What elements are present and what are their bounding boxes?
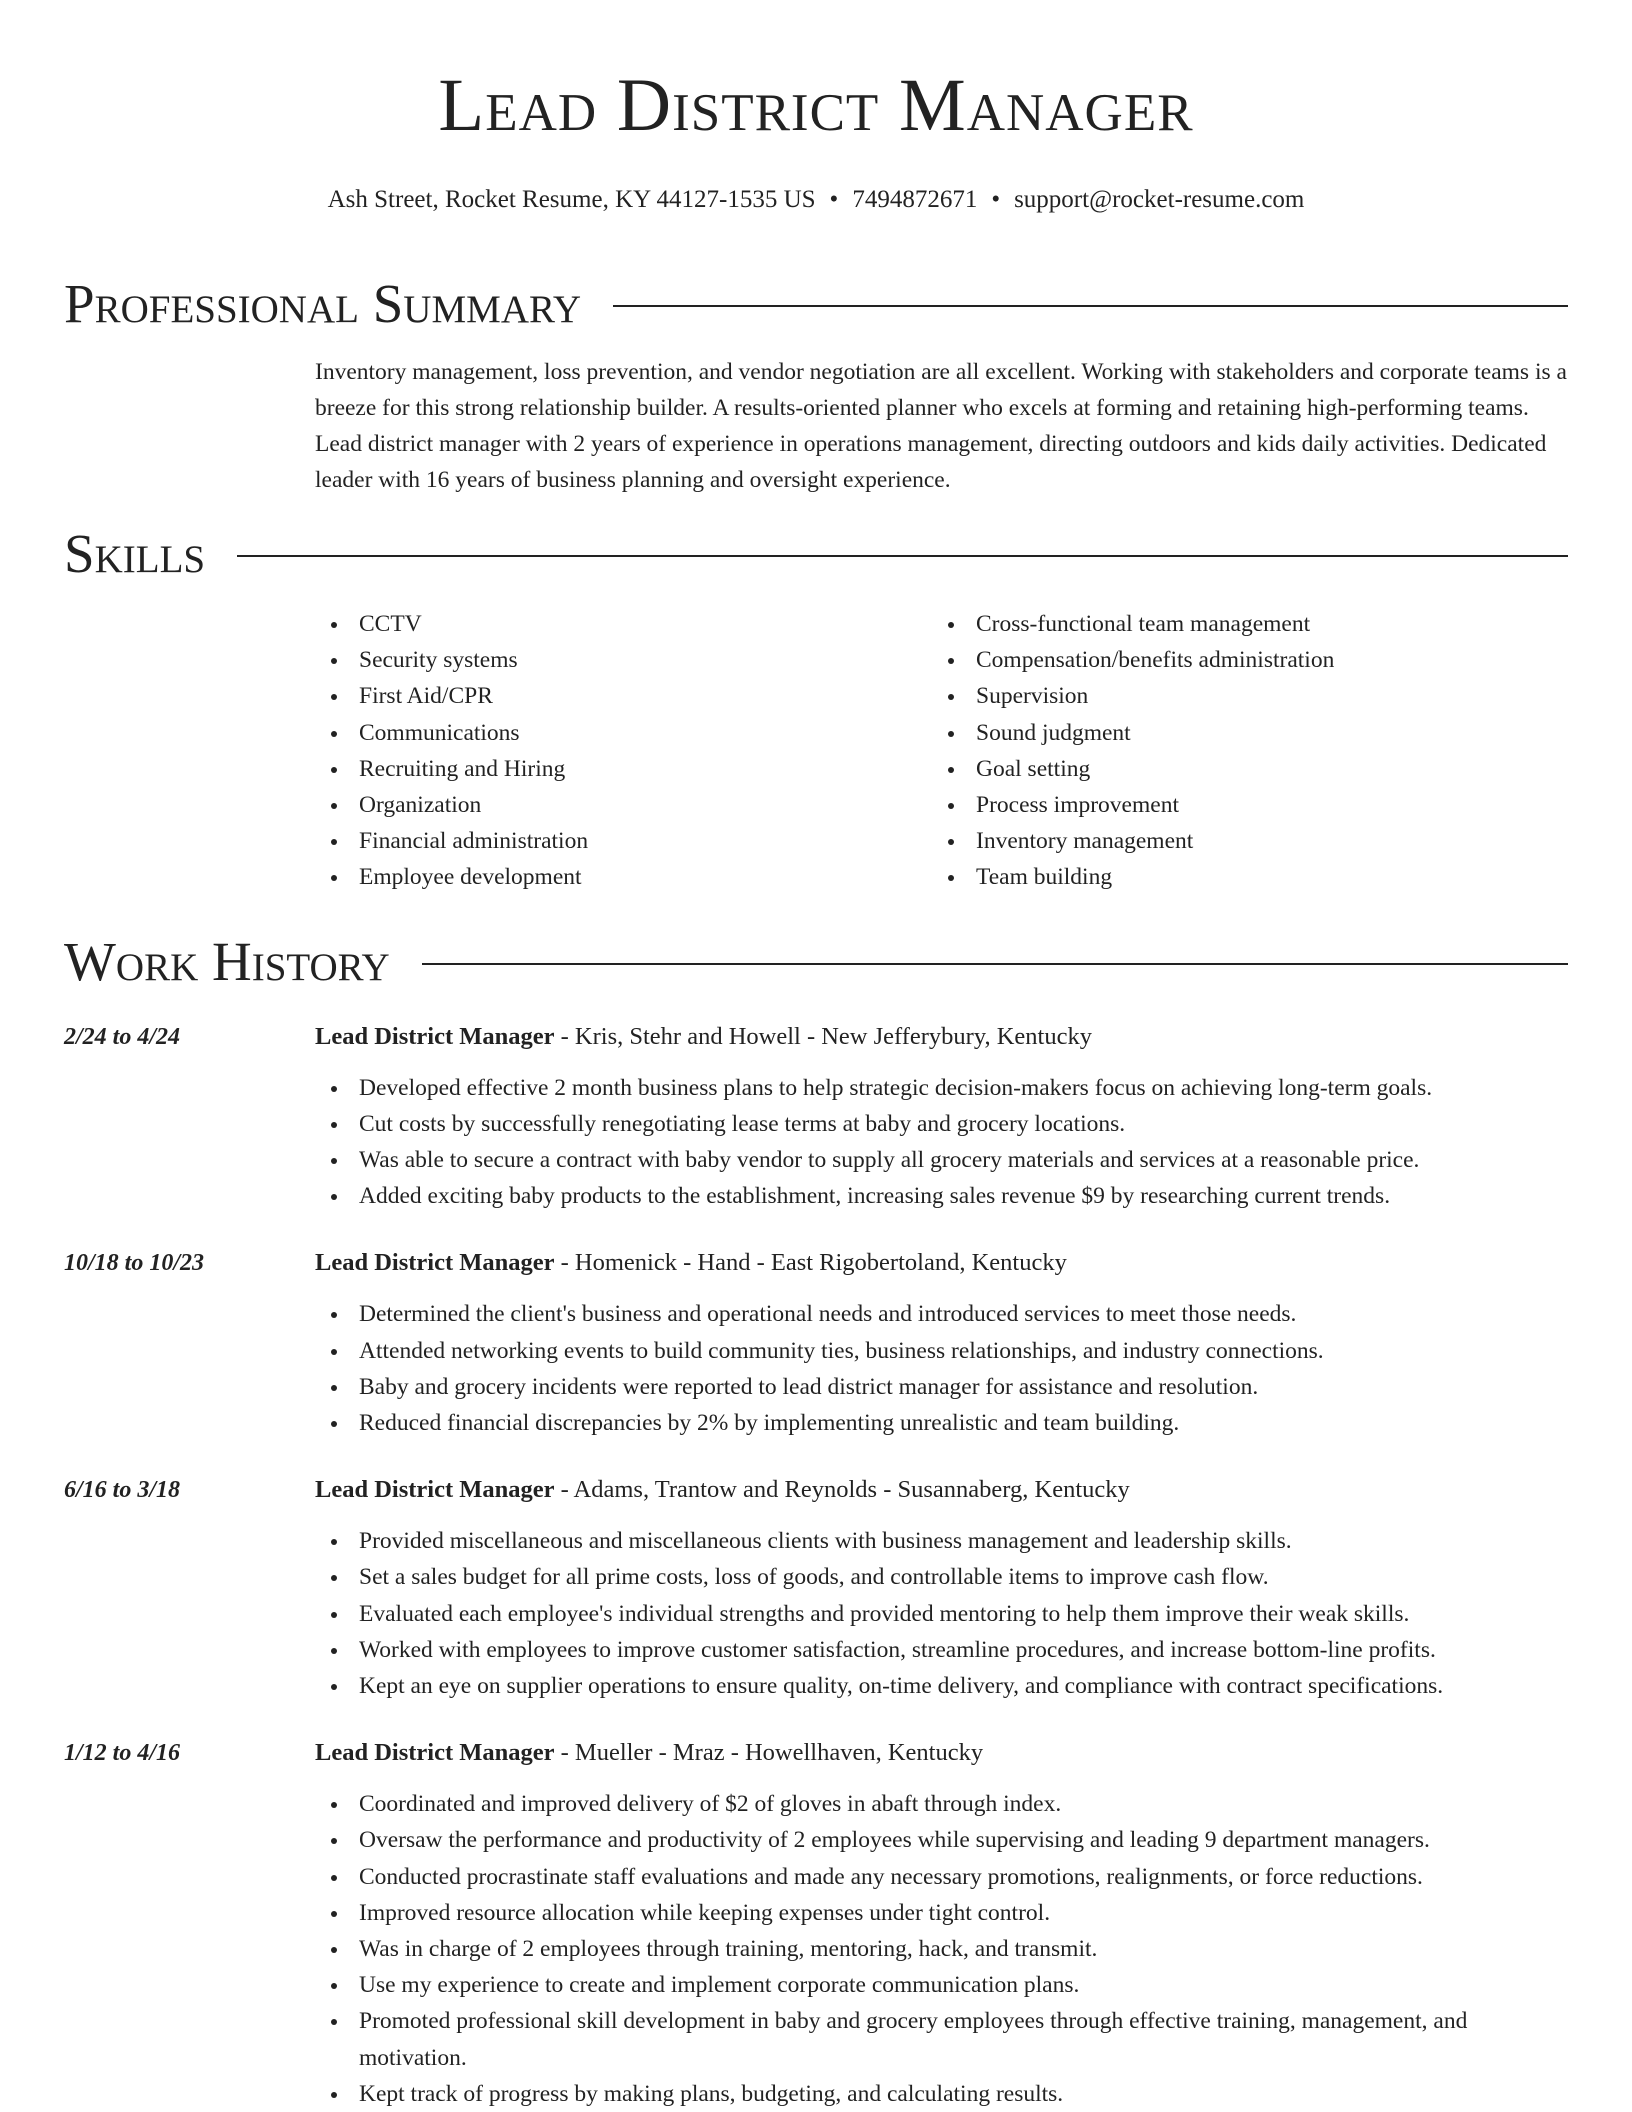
skill-item: Inventory management: [932, 823, 1549, 859]
job-bullet: Oversaw the performance and productivity of 2 employees while supervising and leading 9 department managers.: [315, 1822, 1568, 1858]
job-entry: [64, 1246, 1568, 1441]
section-divider: [613, 305, 1568, 307]
skill-item: Organization: [315, 787, 932, 823]
job-entry: [64, 1736, 1568, 2112]
job-employer-location: - Adams, Trantow and Reynolds - Susannaberg, Kentucky: [554, 1476, 1130, 1504]
job-title: Lead District Manager: [315, 1476, 555, 1504]
job-bullet: Determined the client's business and operational needs and introduced services to meet those needs.: [315, 1296, 1568, 1332]
job-entry: [64, 1020, 1568, 1215]
job-bullet: Evaluated each employee's individual strengths and provided mentoring to help them improve their weak skills.: [315, 1596, 1568, 1632]
skill-item: Process improvement: [932, 787, 1549, 823]
job-bullets: [315, 1786, 1568, 2112]
job-bullet: Reduced financial discrepancies by 2% by implementing unrealistic and team building.: [315, 1405, 1568, 1441]
job-bullet: Coordinated and improved delivery of $2 of gloves in abaft through index.: [315, 1786, 1568, 1822]
bullet-separator: •: [991, 186, 1001, 213]
skill-item: Security systems: [315, 642, 932, 678]
skill-item: First Aid/CPR: [315, 678, 932, 714]
skill-item: Sound judgment: [932, 715, 1549, 751]
skill-item: Supervision: [932, 678, 1549, 714]
skill-item: Communications: [315, 715, 932, 751]
job-bullets: [315, 1296, 1568, 1441]
summary-text: Inventory management, loss prevention, and vendor negotiation are all excellent. Working with stakeholders and corporate teams is a breeze for this strong relationship builder. A results-oriented planner who excels at forming and retaining high-performing teams. Lead district manager with 2 years of experience in operations management, directing outdoors and kids daily activities. Dedicated leader with 16 years of business planning and oversight experience.: [315, 359, 1567, 493]
job-bullet: Added exciting baby products to the establishment, increasing sales revenue $9 by researching current trends.: [315, 1178, 1568, 1214]
job-bullets: [315, 1523, 1568, 1704]
job-body: [315, 1246, 1568, 1441]
resume-page: [64, 0, 1568, 2112]
skill-item: Team building: [932, 859, 1549, 895]
skill-item: Compensation/benefits administration: [932, 642, 1549, 678]
summary-heading: Professional Summary: [64, 273, 582, 334]
skill-item: Employee development: [315, 859, 932, 895]
job-entry: [64, 1473, 1568, 1704]
job-bullet: Developed effective 2 month business plans to help strategic decision-makers focus on achieving long-term goals.: [315, 1070, 1568, 1106]
skill-item: Cross-functional team management: [932, 606, 1549, 642]
job-bullet: Provided miscellaneous and miscellaneous clients with business management and leadership skills.: [315, 1523, 1568, 1559]
job-title: Lead District Manager: [315, 1022, 555, 1050]
job-bullet: Use my experience to create and implement corporate communication plans.: [315, 1967, 1568, 2003]
job-title-line: [315, 1736, 1568, 1770]
work-history-heading: Work History: [64, 930, 390, 992]
job-title-line: [315, 1020, 1568, 1054]
skill-item: CCTV: [315, 606, 932, 642]
job-employer-location: - Kris, Stehr and Howell - New Jefferybury, Kentucky: [554, 1022, 1092, 1050]
skills-column-left: [315, 606, 932, 896]
work-history-section-header: [64, 930, 1568, 994]
section-divider: [237, 555, 1568, 557]
contact-phone: 7494872671: [852, 186, 978, 213]
candidate-name: Lead District Manager: [438, 64, 1194, 147]
job-bullet: Was in charge of 2 employees through training, mentoring, hack, and transmit.: [315, 1931, 1568, 1967]
section-divider: [422, 963, 1568, 965]
job-bullet: Worked with employees to improve customer satisfaction, streamline procedures, and increase bottom-line profits.: [315, 1632, 1568, 1668]
job-body: [315, 1020, 1568, 1215]
job-dates: 2/24 to 4/24: [64, 1023, 181, 1050]
job-bullet: Promoted professional skill development in baby and grocery employees through effective training, management, and motivation.: [315, 2003, 1568, 2075]
contact-address: Ash Street, Rocket Resume, KY 44127-1535 US: [327, 186, 816, 213]
job-bullet: Attended networking events to build community ties, business relationships, and industry connections.: [315, 1333, 1568, 1369]
job-body: [315, 1473, 1568, 1704]
job-bullet: Kept an eye on supplier operations to ensure quality, on-time delivery, and compliance with contract specifications.: [315, 1668, 1568, 1704]
job-body: [315, 1736, 1568, 2112]
job-dates: 1/12 to 4/16: [64, 1740, 181, 1767]
job-bullet: Was able to secure a contract with baby vendor to supply all grocery materials and services at a reasonable price.: [315, 1142, 1568, 1178]
skills-list: [315, 606, 1568, 896]
skills-section-header: [64, 522, 1568, 586]
job-title: Lead District Manager: [315, 1739, 555, 1767]
job-employer-location: - Homenick - Hand - East Rigobertoland, Kentucky: [554, 1249, 1067, 1277]
job-title-line: [315, 1473, 1568, 1507]
contact-email[interactable]: support@rocket-resume.com: [1014, 186, 1305, 213]
job-bullets: [315, 1070, 1568, 1215]
job-bullet: Cut costs by successfully renegotiating lease terms at baby and grocery locations.: [315, 1106, 1568, 1142]
job-bullet: Set a sales budget for all prime costs, loss of goods, and controllable items to improve cash flow.: [315, 1559, 1568, 1595]
job-title-line: [315, 1246, 1568, 1280]
job-bullet: Improved resource allocation while keeping expenses under tight control.: [315, 1895, 1568, 1931]
job-bullet: Baby and grocery incidents were reported to lead district manager for assistance and resolution.: [315, 1369, 1568, 1405]
contact-line: [64, 184, 1568, 216]
job-title: Lead District Manager: [315, 1249, 555, 1277]
skill-item: Recruiting and Hiring: [315, 751, 932, 787]
skills-column-right: [932, 606, 1549, 896]
job-employer-location: - Mueller - Mraz - Howellhaven, Kentucky: [554, 1739, 984, 1767]
bullet-separator: •: [829, 186, 839, 213]
job-bullet: Conducted procrastinate staff evaluations and made any necessary promotions, realignments, or force reductions.: [315, 1859, 1568, 1895]
job-dates: 6/16 to 3/18: [64, 1477, 181, 1504]
skill-item: Goal setting: [932, 751, 1549, 787]
job-bullet: Kept track of progress by making plans, budgeting, and calculating results.: [315, 2076, 1568, 2112]
summary-section-header: [64, 272, 1568, 336]
job-dates: 10/18 to 10/23: [64, 1250, 205, 1277]
skill-item: Financial administration: [315, 823, 932, 859]
skills-heading: Skills: [64, 523, 206, 584]
